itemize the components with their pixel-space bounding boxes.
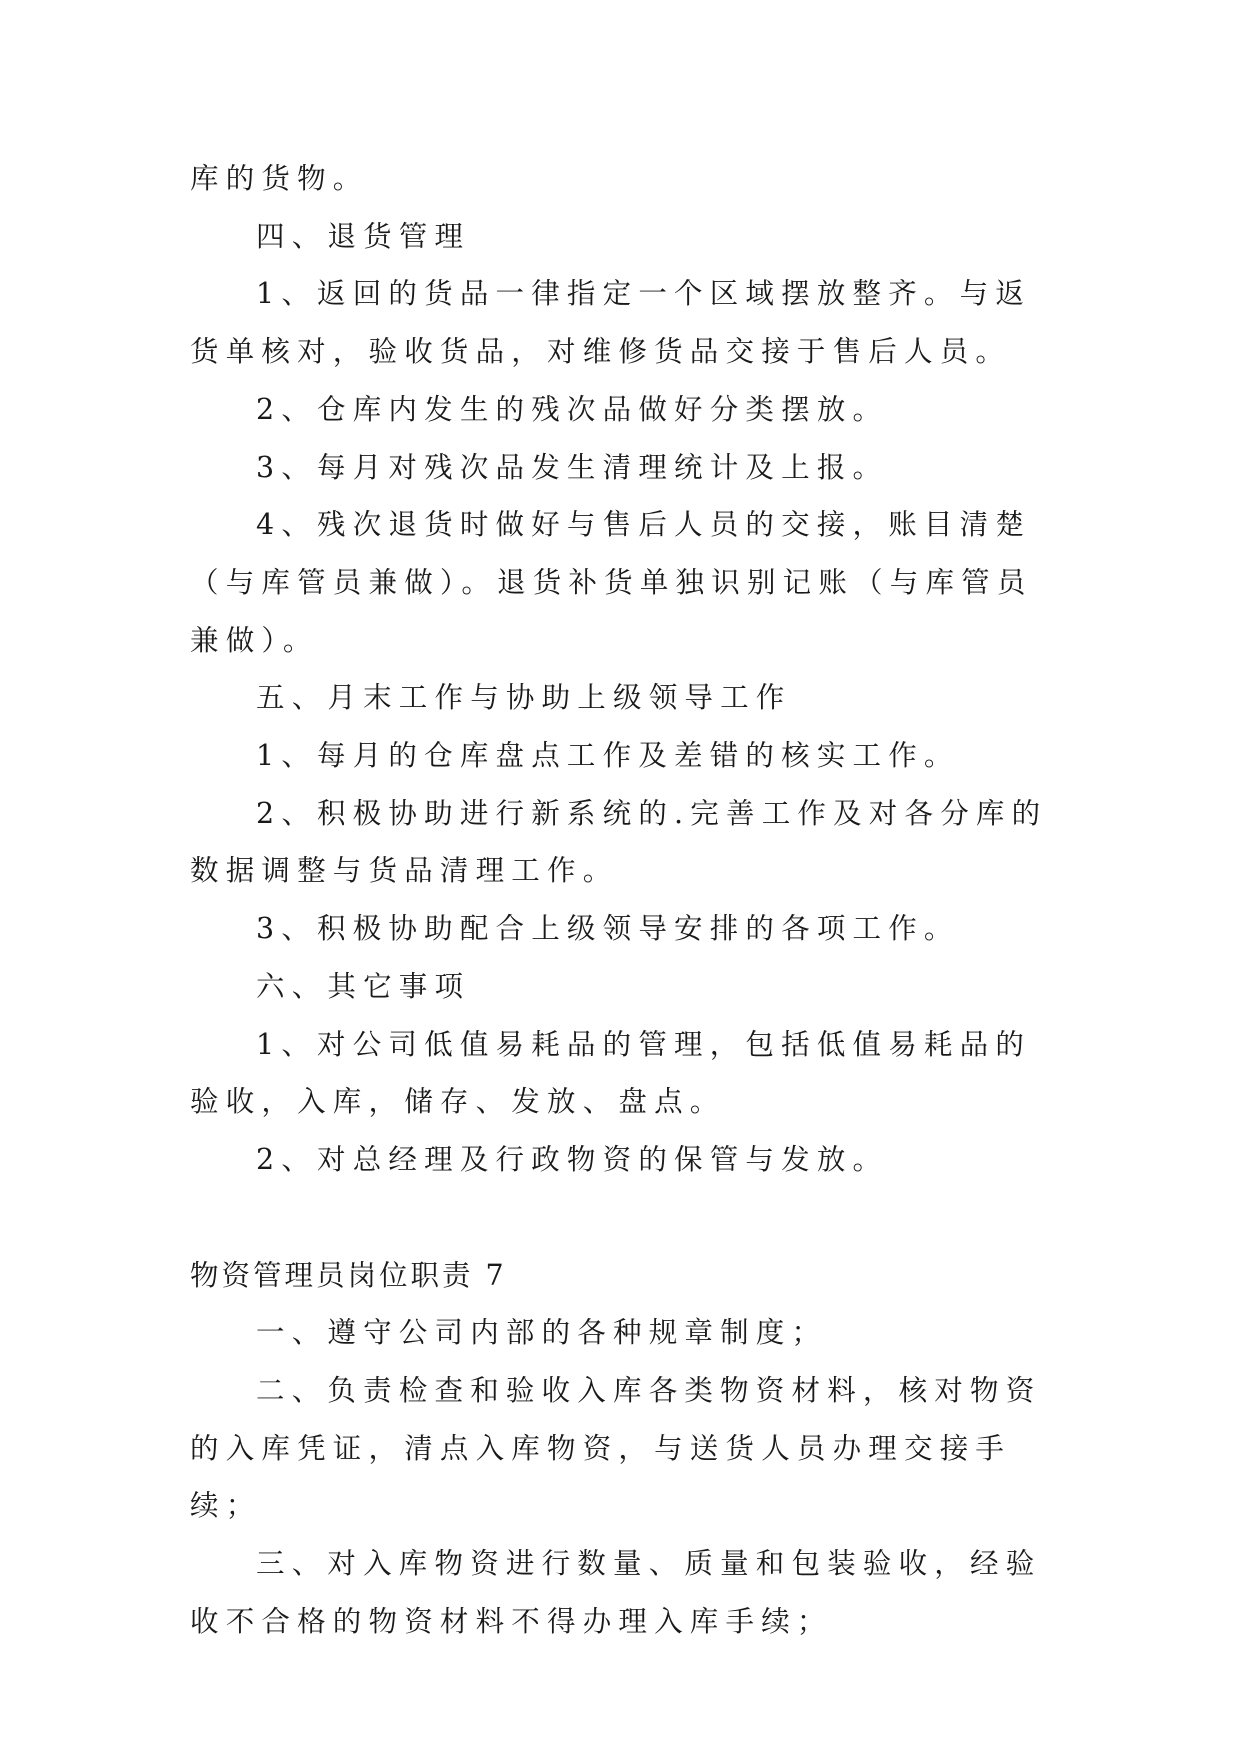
paragraph: 1、对公司低值易耗品的管理，包括低值易耗品的验收，入库，储存、发放、盘点。 (190, 1027, 1032, 1119)
paragraph: 1、每月的仓库盘点工作及差错的核实工作。 (256, 739, 960, 773)
paragraph: 三、对入库物资进行数量、质量和包装验收，经验收不合格的物资材料不得办理入库手续； (190, 1547, 1042, 1638)
section-title: 物资管理员岗位职责 7 (190, 1258, 507, 1292)
paragraph: 2、仓库内发生的残次品做好分类摆放。 (256, 392, 889, 426)
section-gap (190, 1189, 1060, 1247)
document-body (190, 150, 1060, 1651)
paragraph: 3、每月对残次品发生清理统计及上报。 (256, 450, 889, 484)
paragraph: 库的货物。 (190, 162, 369, 195)
paragraph: 4、残次退货时做好与售后人员的交接，账目清楚（与库管员兼做）。退货补货单独识别记账（与库管员兼做）。 (190, 508, 1033, 657)
heading-month-end-work: 五、月末工作与协助上级领导工作 (256, 681, 792, 715)
heading-returns-management: 四、退货管理 (256, 219, 471, 253)
paragraph: 1、返回的货品一律指定一个区域摆放整齐。与返货单核对，验收货品，对维修货品交接于售后人员。 (190, 277, 1032, 369)
paragraph: 二、负责检查和验收入库各类物资材料，核对物资的入库凭证，清点入库物资，与送货人员办理交接手续； (190, 1374, 1042, 1523)
heading-other-matters: 六、其它事项 (256, 969, 471, 1003)
paragraph: 2、积极协助进行新系统的.完善工作及对各分库的数据调整与货品清理工作。 (190, 796, 1048, 888)
paragraph: 3、积极协助配合上级领导安排的各项工作。 (256, 912, 960, 946)
paragraph: 一、遵守公司内部的各种规章制度； (256, 1316, 828, 1350)
paragraph: 2、对总经理及行政物资的保管与发放。 (256, 1142, 889, 1176)
